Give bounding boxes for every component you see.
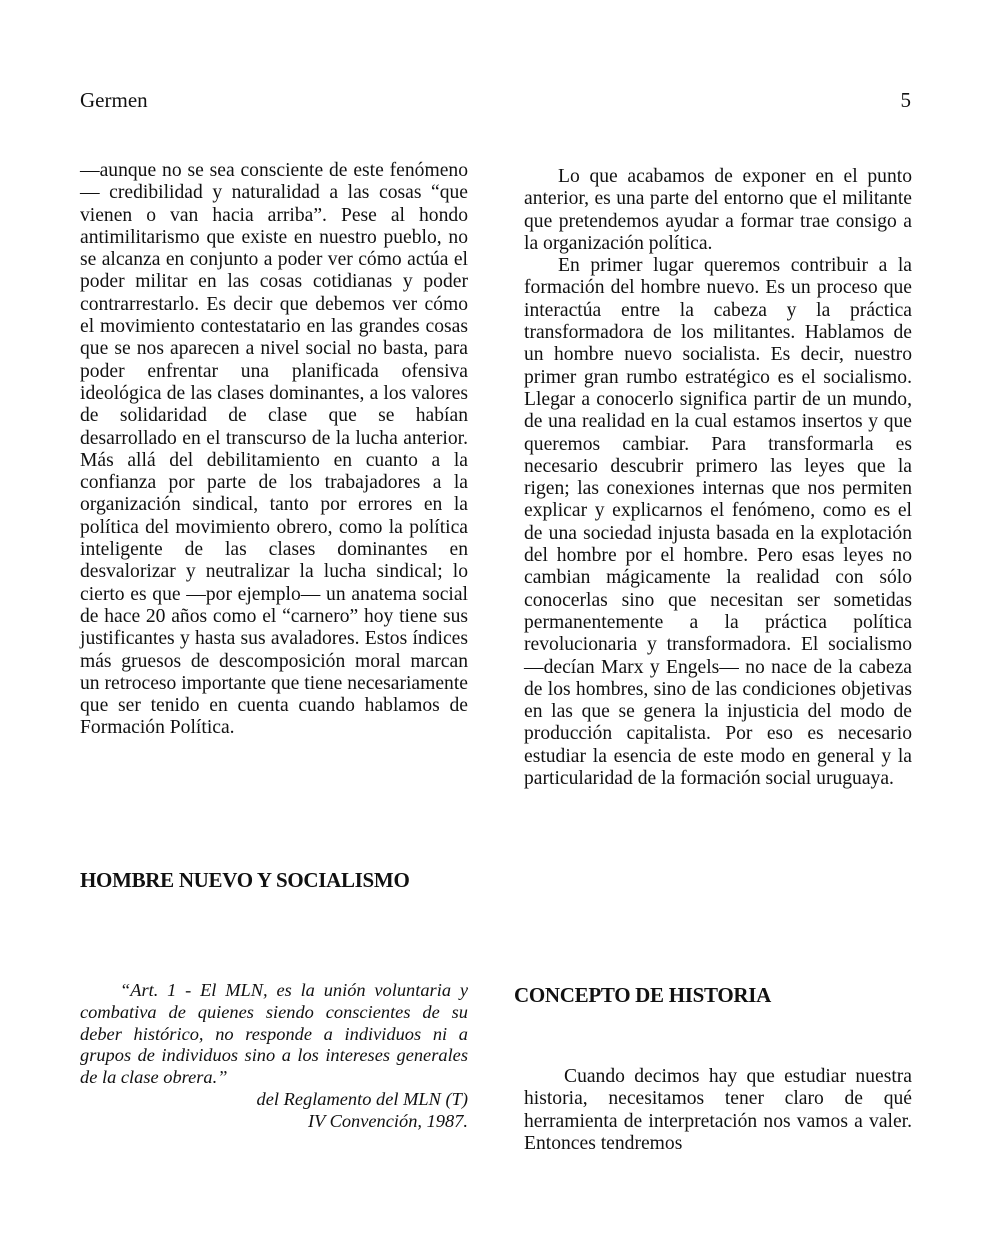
right-paragraph-2: En primer lugar queremos contribuir a la formación del hombre nuevo. Es un proceso que interactúa entre la cabeza y la práctica transformadora de los militantes. Hablamos de un hombre nuevo socialista. Es decir, nuestro primer gran rumbo estratégico es el socialismo. Llegar a conocerlo significa partir de un mundo, de una realidad en la cual estamos insertos y que queremos cambiar. Para transformarla es necesario descubrir primero las leyes que la rigen; las conexiones internas que nos permiten explicar y explicarnos el fenómeno, como es el de una sociedad injusta basada en la explotación del hombre por el hombre. Pero esas leyes no cambian mágicamente la realidad con sólo conocerlas sino que necesitan ser sometidas permanentemente a la práctica política revolucionaria y transformadora. El socialismo —decían Marx y Engels— no nace de la cabeza de los hombres, sino de las condiciones objetivas en las que se genera la injusticia del modo de producción capitalista. Por eso es necesario estudiar la esencia de este modo en general y la particularidad de la formación social uruguaya. <box>524 255 912 790</box>
right-paragraph-1: Lo que acabamos de exponer en el punto anterior, es una parte del entorno que el militante que pretendemos ayudar a formar trae consigo a la organización política. <box>524 166 912 254</box>
heading-concepto-de-historia: CONCEPTO DE HISTORIA <box>514 983 771 1007</box>
epigraph-quote: “Art. 1 - El MLN, es la unión voluntaria y combativa de quienes siendo conscientes de su deber histórico, no responde a individuos ni a grupos de individuos sino a los intereses generales de la clase obrera.” <box>80 980 468 1088</box>
page-number: 5 <box>900 88 911 112</box>
right-column <box>524 166 912 790</box>
epigraph <box>80 980 468 1133</box>
heading-hombre-nuevo: HOMBRE NUEVO Y SOCIALISMO <box>80 868 410 892</box>
page-header <box>80 88 911 118</box>
left-paragraph: —aunque no se sea consciente de este fenómeno— credibilidad y naturalidad a las cosas “que vienen o van hacia arriba”. Pese al hondo antimilitarismo que existe en nuestro pueblo, no se alcanza en conjunto a poder ver cómo actúa el poder militar en las cosas cotidianas y poder contrarrestarlo. Es decir que debemos ver cómo el movimiento contestatario en las grandes cosas que se nos aparecen a nivel social no basta, para poder enfrentar una planificada ofensiva ideológica de las clases dominantes, a los valores de solidaridad de clase que se habían desarrollado en el transcurso de la lucha anterior. Más allá del debilitamiento en cuanto a la confianza por parte de los trabajadores a la organización sindical, tanto por errores en la política del movimiento obrero, como la política inteligente de las clases dominantes en desvalorizar y neutralizar la lucha sindical; lo cierto es que —por ejemplo— un anatema social de hace 20 años como el “carnero” hoy tiene sus justificantes y hasta sus avaladores. Estos índices más gruesos de descomposición moral marcan un retroceso importante que tiene necesariamente que ser tenido en cuenta cuando hablamos de Formación Política. <box>80 160 468 739</box>
concepto-column <box>524 1066 912 1155</box>
concepto-paragraph: Cuando decimos hay que estudiar nuestra historia, necesitamos tener claro de qué herramienta de interpretación nos vamos a valer. Entonces tendremos <box>524 1066 912 1154</box>
epigraph-source-line1: del Reglamento del MLN (T) <box>256 1088 468 1109</box>
running-head: Germen <box>80 88 148 112</box>
left-column <box>80 160 468 740</box>
epigraph-source-line2: IV Convención, 1987. <box>307 1110 468 1131</box>
